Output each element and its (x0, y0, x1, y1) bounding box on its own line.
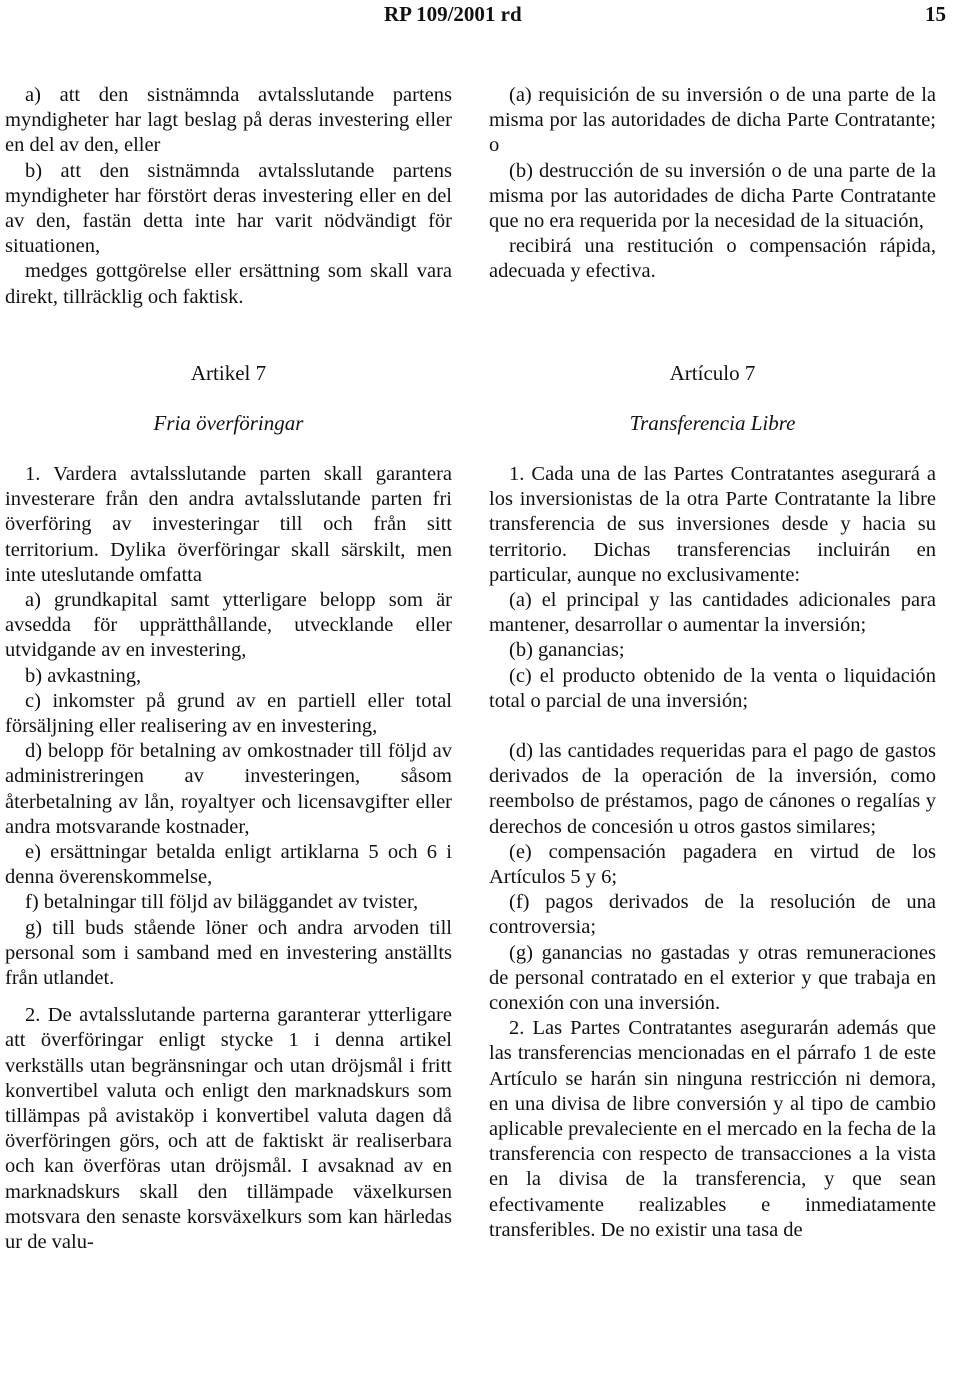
paragraph: (b) destrucción de su inversión o de una parte de la misma por las autoridades de dicha Parte Contratante que no era requerida por la necesidad de la situación, (489, 159, 936, 233)
document-id: RP 109/2001 rd (384, 2, 522, 26)
list-item: (c) el producto obtenido de la venta o liquidación total o parcial de una inversión; (489, 664, 936, 712)
paragraph: recibirá una restitución o compensación rápida, adecuada y efectiva. (489, 235, 936, 283)
spanish-intro-block (489, 83, 936, 285)
page-number: 15 (925, 2, 946, 26)
list-item: (d) las cantidades requeridas para el pago de gastos derivados de la operación de la inversión, como reembolso de préstamos, pago de cánones o regalías y derechos de concesión u otros gastos similares; (489, 740, 936, 838)
paragraph: 1. Vardera avtalsslutande parten skall garantera investerare från den andra avtalsslutande parten fri överföring av investeringar till och från sitt territorium. Dylika överföringar skall särskilt, men inte uteslutande omfatta (5, 463, 452, 586)
paragraph: a) att den sistnämnda avtalsslutande partens myndigheter har lagt beslag på deras investering eller en del av den, eller (5, 84, 452, 157)
article-subtitle-spanish: Transferencia Libre (629, 411, 796, 435)
list-item: f) betalningar till följd av biläggandet av tvister, (25, 891, 419, 914)
swedish-article-body (5, 462, 452, 1255)
article-heading-swedish: Artikel 7 (190, 361, 267, 385)
list-item: e) ersättningar betalda enligt artiklarna 5 och 6 i denna överenskommelse, (5, 841, 452, 889)
paragraph: (a) requisición de su inversión o de una parte de la misma por las autoridades de dicha Parte Contratante; o (489, 84, 936, 157)
list-item: (f) pagos derivados de la resolución de una controversia; (489, 891, 936, 939)
spanish-article-body (489, 462, 936, 1243)
list-item: b) avkastning, (25, 664, 142, 687)
paragraph: medges gottgörelse eller ersättning som skall vara direkt, tillräcklig och faktisk. (5, 260, 452, 308)
list-item: a) grundkapital samt ytterligare belopp som är avsedda för upprätthållande, utvecklande eller utvidgande av en investering, (5, 589, 452, 662)
list-item: (e) compensación pagadera en virtud de los Artículos 5 y 6; (489, 840, 936, 889)
list-item: g) till buds stående löner och andra arvoden till personal som i samband med en investering anställts från utlandet. (5, 916, 452, 990)
paragraph: b) att den sistnämnda avtalsslutande partens myndigheter har förstört deras investering eller en del av den, fastän detta inte har varit nödvändigt för situationen, (5, 159, 452, 258)
article-heading-spanish: Artículo 7 (669, 361, 756, 385)
list-item: (b) ganancias; (509, 639, 625, 662)
paragraph: 2. De avtalsslutande parterna garanterar ytterligare att överföringar enligt stycke 1 i denna artikel verkställs utan begränsningar och utan dröjsmål i fritt konvertibel valuta och enligt den marknadskurs som tillämpas på avistaköp i konvertibel valuta dagen då överföringen görs, och att de faktiskt är realiserbara och kan överföras utan dröjsmål. I avsaknad av en marknadskurs skall den tillämpade växelkursen motsvara den senaste korsväxelkurs som kan härledas ur de valu- (5, 1004, 452, 1254)
list-item: d) belopp för betalning av omkostnader till följd av administreringen av investeringen, såsom återbetalning av lån, royaltyer och licensavgifter eller andra motsvarande kostnader, (5, 740, 452, 838)
list-item: (a) el principal y las cantidades adicionales para mantener, desarrollar o aumentar la inversión; (489, 589, 936, 637)
paragraph: 2. Las Partes Contratantes asegurarán además que las transferencias mencionadas en el párrafo 1 de este Artículo se harán sin ninguna restricción ni demora, en una divisa de libre conversión y al tipo de cambio aplicable prevaleciente en el mercado en la fecha de la transferencia con respecto de transacciones a la vista en la divisa de la transferencia, y que sean efectivamente realizables e inmediatamente transferibles. De no existir una tasa de (489, 1017, 936, 1241)
list-item: (g) ganancias no gastadas y otras remuneraciones de personal contratado en el exterior y que trabaja en conexión con una inversión. (489, 941, 936, 1015)
page-header (0, 0, 960, 30)
article-subtitle-swedish: Fria överföringar (153, 411, 304, 435)
paragraph: 1. Cada una de las Partes Contratantes asegurará a los inversionistas de la otra Parte Contratante la libre transferencia de sus inversiones desde y hacia su territorio. Dichas transferencias incluirán en particular, aunque no exclusivamente: (489, 463, 936, 586)
swedish-intro-block (5, 83, 452, 310)
list-item: c) inkomster på grund av en partiell eller total försäljning eller realisering av en investering, (5, 689, 452, 738)
